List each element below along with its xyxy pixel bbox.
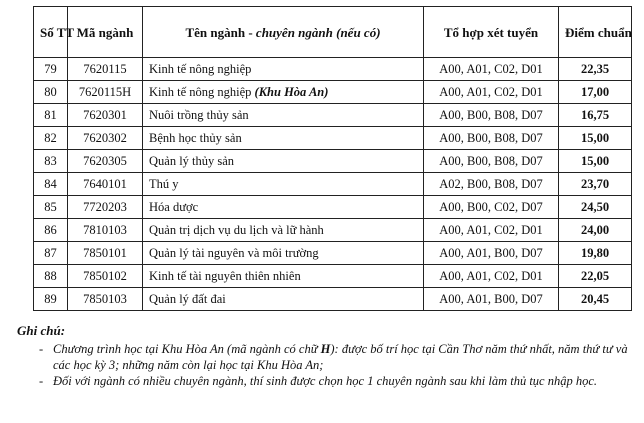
- cell-name-text: Kinh tế nông nghiệp: [149, 84, 255, 99]
- cell-stt: 87: [34, 242, 68, 265]
- note-text: Đối với ngành có nhiều chuyên ngành, thí sinh được chọn học 1 chuyên ngành sau khi làm thủ tục nhập học.: [53, 374, 598, 388]
- note-bold: H: [320, 342, 331, 356]
- cell-name-text: Quản lý đất đai: [149, 291, 226, 306]
- cell-score: 22,35: [559, 58, 632, 81]
- cell-stt: 86: [34, 219, 68, 242]
- header-stt: Số TT: [34, 7, 68, 58]
- table-row: [34, 242, 632, 265]
- admission-score-table: [33, 6, 632, 311]
- cell-score: 16,75: [559, 104, 632, 127]
- table-row: [34, 196, 632, 219]
- cell-combo: A00, A01, C02, D01: [424, 265, 559, 288]
- note-item: [17, 341, 637, 373]
- cell-score: 22,05: [559, 265, 632, 288]
- table-row: [34, 219, 632, 242]
- cell-name: [143, 288, 424, 311]
- cell-combo: A02, B00, B08, D07: [424, 173, 559, 196]
- cell-code: 7850101: [68, 242, 143, 265]
- cell-combo: A00, B00, B08, D07: [424, 127, 559, 150]
- header-name-text: Tên ngành -: [185, 24, 256, 40]
- cell-score: 17,00: [559, 81, 632, 104]
- cell-stt: 89: [34, 288, 68, 311]
- cell-code: 7810103: [68, 219, 143, 242]
- cell-stt: 83: [34, 150, 68, 173]
- cell-name-text: Quản lý thủy sản: [149, 153, 235, 168]
- cell-score: 24,00: [559, 219, 632, 242]
- table-header-row: [34, 7, 632, 58]
- cell-name-text: Hóa dược: [149, 199, 199, 214]
- cell-score: 15,00: [559, 150, 632, 173]
- cell-name-text: Kinh tế tài nguyên thiên nhiên: [149, 268, 301, 283]
- cell-name: [143, 58, 424, 81]
- cell-name: [143, 219, 424, 242]
- cell-name: [143, 127, 424, 150]
- cell-name: [143, 196, 424, 219]
- header-name: [143, 7, 424, 58]
- table-row: [34, 265, 632, 288]
- cell-score: 19,80: [559, 242, 632, 265]
- table-row: [34, 58, 632, 81]
- cell-name: [143, 265, 424, 288]
- cell-code: 7850102: [68, 265, 143, 288]
- cell-code: 7620305: [68, 150, 143, 173]
- cell-stt: 88: [34, 265, 68, 288]
- cell-name-campus: (Khu Hòa An): [254, 84, 329, 99]
- header-name-italic: chuyên ngành (nếu có): [255, 24, 381, 40]
- cell-combo: A00, A01, C02, D01: [424, 81, 559, 104]
- cell-score: 20,45: [559, 288, 632, 311]
- cell-code: 7620301: [68, 104, 143, 127]
- cell-combo: A00, B00, C02, D07: [424, 196, 559, 219]
- cell-stt: 82: [34, 127, 68, 150]
- cell-name-text: Nuôi trồng thủy sản: [149, 107, 249, 122]
- cell-code: 7640101: [68, 173, 143, 196]
- cell-name-text: Bệnh học thủy sản: [149, 130, 242, 145]
- header-score: Điểm chuẩn: [559, 7, 632, 58]
- cell-code: 7620115H: [68, 81, 143, 104]
- note-text-after: ): được bố trí học tại Cần Thơ năm thứ nhất, năm thứ tư và các học kỳ 3; những năm còn lại học tại Khu Hòa An;: [53, 342, 628, 372]
- cell-combo: A00, B00, B08, D07: [424, 104, 559, 127]
- cell-name: [143, 242, 424, 265]
- cell-name-text: Quản trị dịch vụ du lịch và lữ hành: [149, 222, 324, 237]
- cell-name: [143, 104, 424, 127]
- cell-stt: 81: [34, 104, 68, 127]
- table-row: [34, 173, 632, 196]
- cell-score: 24,50: [559, 196, 632, 219]
- cell-combo: A00, A01, B00, D07: [424, 242, 559, 265]
- cell-code: 7850103: [68, 288, 143, 311]
- table-row: [34, 81, 632, 104]
- notes-title: Ghi chú:: [17, 323, 66, 338]
- cell-combo: A00, A01, B00, D07: [424, 288, 559, 311]
- table-row: [34, 288, 632, 311]
- cell-combo: A00, A01, C02, D01: [424, 58, 559, 81]
- cell-name-text: Quản lý tài nguyên và môi trường: [149, 245, 319, 260]
- cell-name-text: Thú y: [149, 176, 179, 191]
- table-body: [34, 58, 632, 311]
- table-row: [34, 150, 632, 173]
- cell-combo: A00, A01, C02, D01: [424, 219, 559, 242]
- cell-combo: A00, B00, B08, D07: [424, 150, 559, 173]
- cell-stt: 84: [34, 173, 68, 196]
- cell-stt: 80: [34, 81, 68, 104]
- cell-name: [143, 173, 424, 196]
- cell-score: 15,00: [559, 127, 632, 150]
- cell-code: 7620115: [68, 58, 143, 81]
- cell-code: 7620302: [68, 127, 143, 150]
- cell-score: 23,70: [559, 173, 632, 196]
- note-text: Chương trình học tại Khu Hòa An (mã ngành có chữ: [53, 342, 321, 356]
- header-code: Mã ngành: [68, 7, 143, 58]
- note-item: [17, 373, 637, 389]
- header-combo: Tổ hợp xét tuyển: [424, 7, 559, 58]
- cell-name: [143, 81, 424, 104]
- notes-section: [17, 323, 637, 389]
- cell-stt: 85: [34, 196, 68, 219]
- cell-stt: 79: [34, 58, 68, 81]
- cell-name: [143, 150, 424, 173]
- cell-code: 7720203: [68, 196, 143, 219]
- table-row: [34, 104, 632, 127]
- notes-list: [17, 341, 637, 389]
- table-row: [34, 127, 632, 150]
- cell-name-text: Kinh tế nông nghiệp: [149, 61, 252, 76]
